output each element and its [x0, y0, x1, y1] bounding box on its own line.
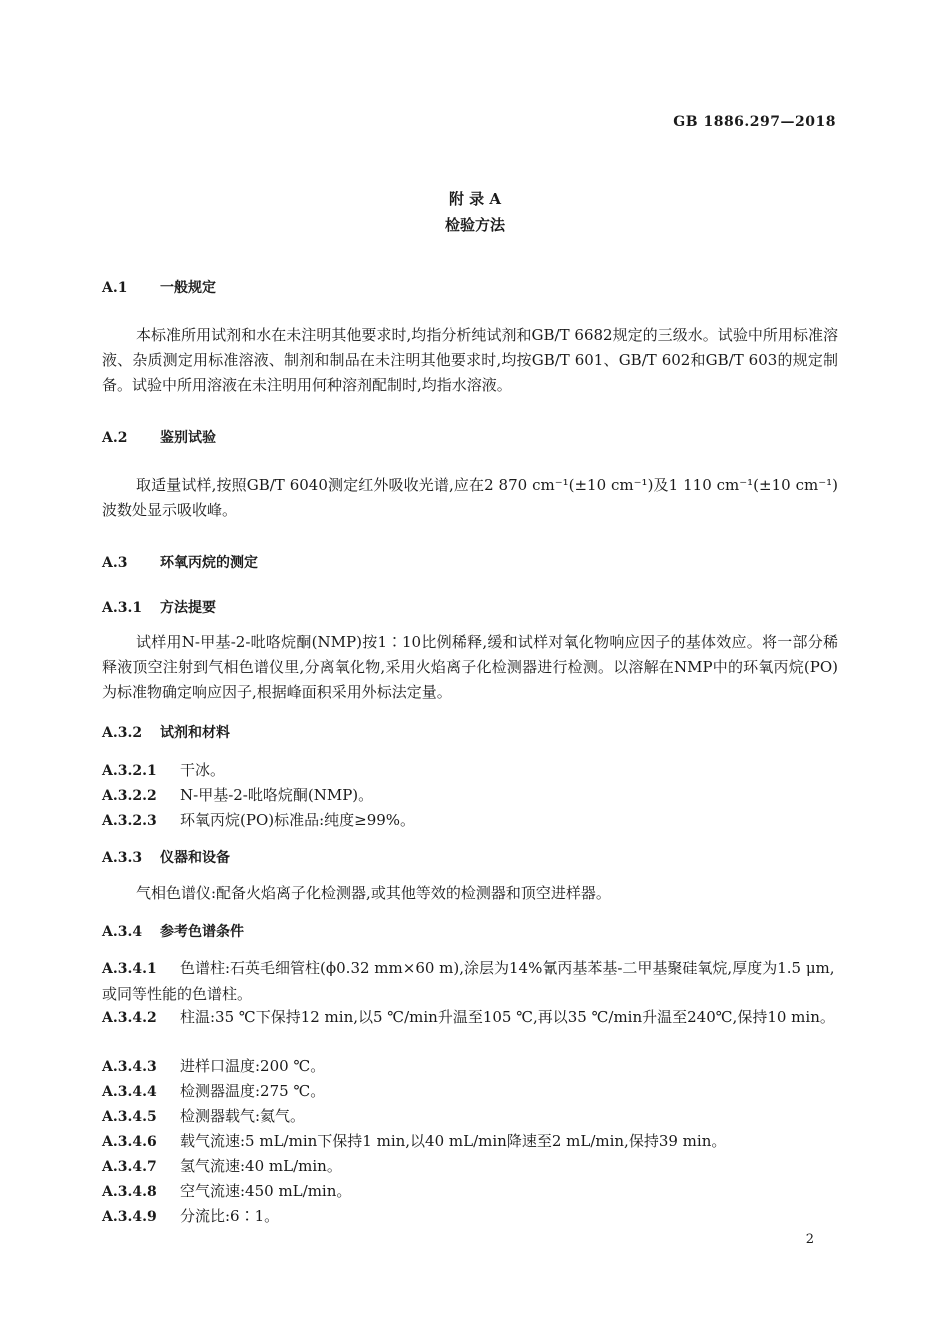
- section-a31-paragraph: 试样用N-甲基-2-吡咯烷酮(NMP)按1∶10比例稀释,缓和试样对氧化物响应因子的基体效应。将一部分稀释液顶空注射到气相色谱仪里,分离氧化物,采用火焰离子化检测器进行检测。以溶解在NMP中的环氧丙烷(PO)为标准物确定响应因子,根据峰面积采用外标法定量。: [102, 633, 838, 701]
- section-heading-a1: [102, 277, 216, 297]
- item-text: 环氧丙烷(PO)标准品:纯度≥99%。: [180, 811, 416, 829]
- section-heading-a3: [102, 552, 258, 572]
- list-item: [102, 956, 838, 1007]
- section-title: 方法提要: [160, 600, 216, 616]
- item-text: 检测器温度:275 ℃。: [180, 1082, 326, 1100]
- item-number: A.3.4.6: [102, 1134, 157, 1150]
- item-number: A.3.4.3: [102, 1059, 157, 1075]
- item-text: 进样口温度:200 ℃。: [180, 1057, 326, 1075]
- section-a33-paragraph: 气相色谱仪:配备火焰离子化检测器,或其他等效的检测器和顶空进样器。: [136, 884, 611, 902]
- item-text: 氢气流速:40 mL/min。: [180, 1157, 342, 1175]
- section-number: A.3.4: [102, 924, 143, 940]
- item-text: 色谱柱:石英毛细管柱(ϕ0.32 mm×60 m),涂层为14%氰丙基苯基-二甲基聚硅氧烷,厚度为1.5 μm,或同等性能的色谱柱。: [102, 959, 835, 1003]
- item-number: A.3.2.3: [102, 813, 157, 829]
- section-title: 仪器和设备: [160, 850, 230, 866]
- section-heading-a32: [102, 722, 230, 742]
- item-number: A.3.4.1: [102, 961, 157, 977]
- section-title: 一般规定: [160, 280, 216, 296]
- section-number: A.3.3: [102, 850, 143, 866]
- item-text: 空气流速:450 mL/min。: [180, 1182, 352, 1200]
- item-number: A.3.4.8: [102, 1184, 157, 1200]
- section-number: A.1: [102, 280, 128, 296]
- section-number: A.2: [102, 430, 128, 446]
- list-item: [102, 1179, 838, 1205]
- section-number: A.3.1: [102, 600, 143, 616]
- standard-number: GB 1886.297—2018: [673, 114, 836, 130]
- page-number: 2: [805, 1232, 814, 1247]
- item-number: A.3.2.1: [102, 763, 157, 779]
- list-item: [102, 783, 838, 809]
- section-title: 鉴别试验: [160, 430, 216, 446]
- section-title: 试剂和材料: [160, 725, 230, 741]
- item-number: A.3.4.2: [102, 1010, 157, 1026]
- item-number: A.3.4.5: [102, 1109, 157, 1125]
- item-text: N-甲基-2-吡咯烷酮(NMP)。: [180, 786, 374, 804]
- section-heading-a33: [102, 847, 230, 867]
- section-title: 环氧丙烷的测定: [160, 555, 258, 571]
- item-text: 干冰。: [180, 761, 226, 779]
- section-heading-a34: [102, 921, 244, 941]
- section-number: A.3.2: [102, 725, 143, 741]
- item-text: 载气流速:5 mL/min下保持1 min,以40 mL/min降速至2 mL/min,保持39 min。: [180, 1132, 727, 1150]
- list-item: [102, 758, 838, 784]
- item-number: A.3.4.7: [102, 1159, 157, 1175]
- section-a1-paragraph: 本标准所用试剂和水在未注明其他要求时,均指分析纯试剂和GB/T 6682规定的三级水。试验中所用标准溶液、杂质测定用标准溶液、制剂和制品在未注明其他要求时,均按GB/T 601、GB/T 602和GB/T 603的规定制备。试验中所用溶液在未注明用何种溶剂配制时,均指水溶液。: [102, 326, 838, 394]
- item-text: 分流比:6∶1。: [180, 1207, 280, 1225]
- list-item: [102, 1129, 838, 1155]
- list-item: [102, 808, 838, 834]
- section-number: A.3: [102, 555, 128, 571]
- list-item: [102, 1079, 838, 1105]
- appendix-title: 附 录 A: [448, 190, 502, 208]
- section-heading-a31: [102, 597, 216, 617]
- item-number: A.3.2.2: [102, 788, 157, 804]
- item-number: A.3.4.4: [102, 1084, 157, 1100]
- section-title: 参考色谱条件: [160, 924, 244, 940]
- list-item: [102, 1005, 838, 1031]
- appendix-subtitle: 检验方法: [444, 216, 505, 234]
- list-item: [102, 1054, 838, 1080]
- list-item: [102, 1204, 838, 1230]
- section-a2-paragraph: 取适量试样,按照GB/T 6040测定红外吸收光谱,应在2 870 cm⁻¹(±10 cm⁻¹)及1 110 cm⁻¹(±10 cm⁻¹)波数处显示吸收峰。: [102, 476, 838, 519]
- item-number: A.3.4.9: [102, 1209, 157, 1225]
- item-text: 检测器载气:氦气。: [180, 1107, 306, 1125]
- list-item: [102, 1154, 838, 1180]
- item-text: 柱温:35 ℃下保持12 min,以5 ℃/min升温至105 ℃,再以35 ℃/min升温至240℃,保持10 min。: [180, 1008, 835, 1026]
- section-heading-a2: [102, 427, 216, 447]
- list-item: [102, 1104, 838, 1130]
